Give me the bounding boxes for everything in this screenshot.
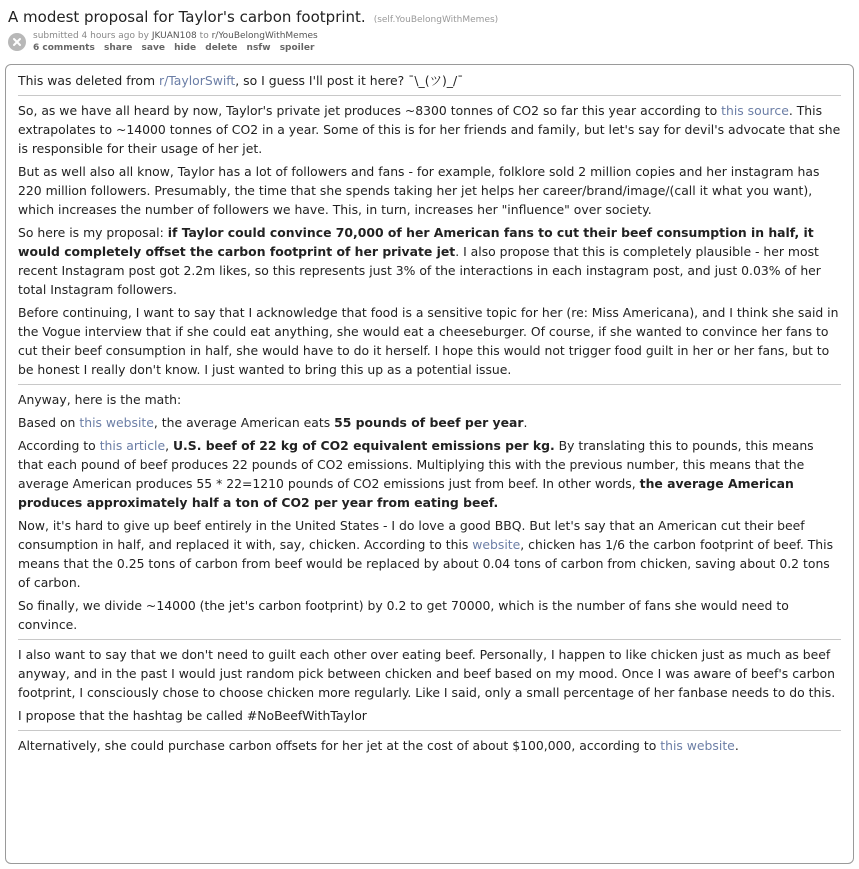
author-link[interactable]: JKUAN108 <box>151 31 197 41</box>
post-domain[interactable]: (self.YouBelongWithMemes) <box>373 15 499 25</box>
paragraph-9: So finally, we divide ~14000 (the jet's carbon footprint) by 0.2 to get 70000, which is the number of fans she would need to convince. <box>18 598 789 632</box>
subreddit-link[interactable]: r/YouBelongWithMemes <box>211 31 318 41</box>
p12-text-end: . <box>734 738 739 753</box>
paragraph-11: I propose that the hashtag be called #NoBeefWithTaylor <box>18 708 367 723</box>
hide-button[interactable]: hide <box>174 43 197 53</box>
spoiler-button[interactable]: spoiler <box>279 43 315 53</box>
p8-text: Now, it's hard to give up beef entirely in the United States - I do love a good BBQ. But let's say that an American cut their beef consumption in half, and replaced it with, say, chicken. According to this <box>18 518 805 552</box>
meta-prefix: submitted 4 hours ago by <box>33 31 149 41</box>
p12-text: Alternatively, she could purchase carbon offsets for her jet at the cost of about $100,000, according to <box>18 738 661 753</box>
meta-block <box>33 30 320 55</box>
comments-button[interactable]: 6 comments <box>33 43 95 53</box>
divider <box>18 95 841 96</box>
p6-mid: , the average American eats <box>153 415 335 430</box>
p6-text-end: . <box>523 415 528 430</box>
post-body <box>5 64 854 864</box>
website-link-3[interactable]: this website <box>660 738 735 753</box>
save-button[interactable]: save <box>141 43 165 53</box>
paragraph-2: But as well also all know, Taylor has a lot of followers and fans - for example, folklore sold 2 million copies and her instagram has 220 million followers. Presumably, the time that she spends taking her jet helps her career/brand/image/(call it what you want), which increases the number of followers we have. This, in turn, increases her "influence" over society. <box>18 164 820 217</box>
post-title[interactable]: A modest proposal for Taylor's carbon footprint. <box>8 8 366 26</box>
meta-mid: to <box>199 31 209 41</box>
post-header <box>8 8 851 60</box>
share-button[interactable]: share <box>103 43 133 53</box>
p1-text: So, as we have all heard by now, Taylor's private jet produces ~8300 tonnes of CO2 so far this year according to <box>18 103 722 118</box>
nsfw-button[interactable]: nsfw <box>246 43 271 53</box>
paragraph-7 <box>18 436 841 512</box>
p3-text-end: . I also propose that this is completely plausible - her most recent Instagram post got 2.2m likes, so this represents just 3% of the interactions in each instagram post, and just 0.03% of her total Instagram followers. <box>18 244 821 297</box>
article-link[interactable]: this article <box>99 438 166 453</box>
remove-icon[interactable] <box>8 33 26 51</box>
paragraph-4: Before continuing, I want to say that I acknowledge that food is a sensitive topic for her (re: Miss Americana), and I think she said in the Vogue interview that if she could eat anything, she would eat a cheeseburger. Of course, if she wanted to convince her fans to cut their beef consumption in half, she would have to do it herself. I hope this would not trigger food guilt in her or her fans, but to be honest I really don't know. I just wanted to bring this up as a potential issue. <box>18 305 839 377</box>
p7-text: According to <box>18 438 100 453</box>
p7-bold: U.S. beef of 22 kg of CO2 equivalent emissions per kg. <box>173 438 555 453</box>
paragraph-8 <box>18 516 841 592</box>
p7-bold-2: the average American produces approximately half a ton of CO2 per year from eating beef. <box>18 476 794 510</box>
post-meta <box>33 30 320 42</box>
website-link-1[interactable]: this website <box>79 415 154 430</box>
p3-text: So here is my proposal: <box>18 225 168 240</box>
p6-text: Based on <box>18 415 80 430</box>
divider <box>18 384 841 385</box>
intro-paragraph <box>18 71 841 90</box>
post-actions <box>33 42 320 55</box>
divider <box>18 639 841 640</box>
paragraph-12 <box>18 736 841 755</box>
source-link[interactable]: this source <box>721 103 789 118</box>
paragraph-10: I also want to say that we don't need to guilt each other over eating beef. Personally, I happen to like chicken just as much as beef anyway, and in the past I would just random pick between chicken and beef based on my mood. Once I was aware of beef's carbon footprint, I consciously chose to choose chicken more regularly. Like I said, only a small percentage of her fanbase needs to do this. <box>18 647 836 700</box>
paragraph-5: Anyway, here is the math: <box>18 392 182 407</box>
p1-text-end: . This extrapolates to ~14000 tonnes of CO2 in a year. Some of this is for her friends and family, but let's say for devil's advocate that she is responsible for their usage of her jet. <box>18 103 841 156</box>
subreddit-taylorswift-link[interactable]: r/TaylorSwift <box>159 73 236 88</box>
p8-text-end: , chicken has 1/6 the carbon footprint of beef. This means that the 0.25 tons of carbon from beef would be replaced by about 0.04 tons of carbon from chicken, saving about 0.2 tons of carbon. <box>18 537 834 590</box>
title-row <box>8 8 851 26</box>
paragraph-1 <box>18 101 841 158</box>
divider <box>18 730 841 731</box>
paragraph-3 <box>18 223 841 299</box>
delete-button[interactable]: delete <box>205 43 238 53</box>
close-icon <box>12 37 22 47</box>
meta-row <box>8 30 851 55</box>
p7-mid: , <box>165 438 173 453</box>
paragraph-6 <box>18 413 841 432</box>
p3-bold: if Taylor could convince 70,000 of her American fans to cut their beef consumption in half, it would completely offset the carbon footprint of her private jet <box>18 225 814 259</box>
p6-bold: 55 pounds of beef per year <box>334 415 524 430</box>
p7-mid2: By translating this to pounds, this means that each pound of beef produces 22 pounds of CO2 emissions. Multiplying this with the previous number, this means that the average American produces 55 * 22=1210 pounds of CO2 emissions just from beef. In other words, <box>18 438 814 491</box>
intro-text-end: , so I guess I'll post it here? ¯\_(ツ)_/¯ <box>235 73 464 88</box>
intro-text: This was deleted from <box>18 73 159 88</box>
website-link-2[interactable]: website <box>472 537 521 552</box>
